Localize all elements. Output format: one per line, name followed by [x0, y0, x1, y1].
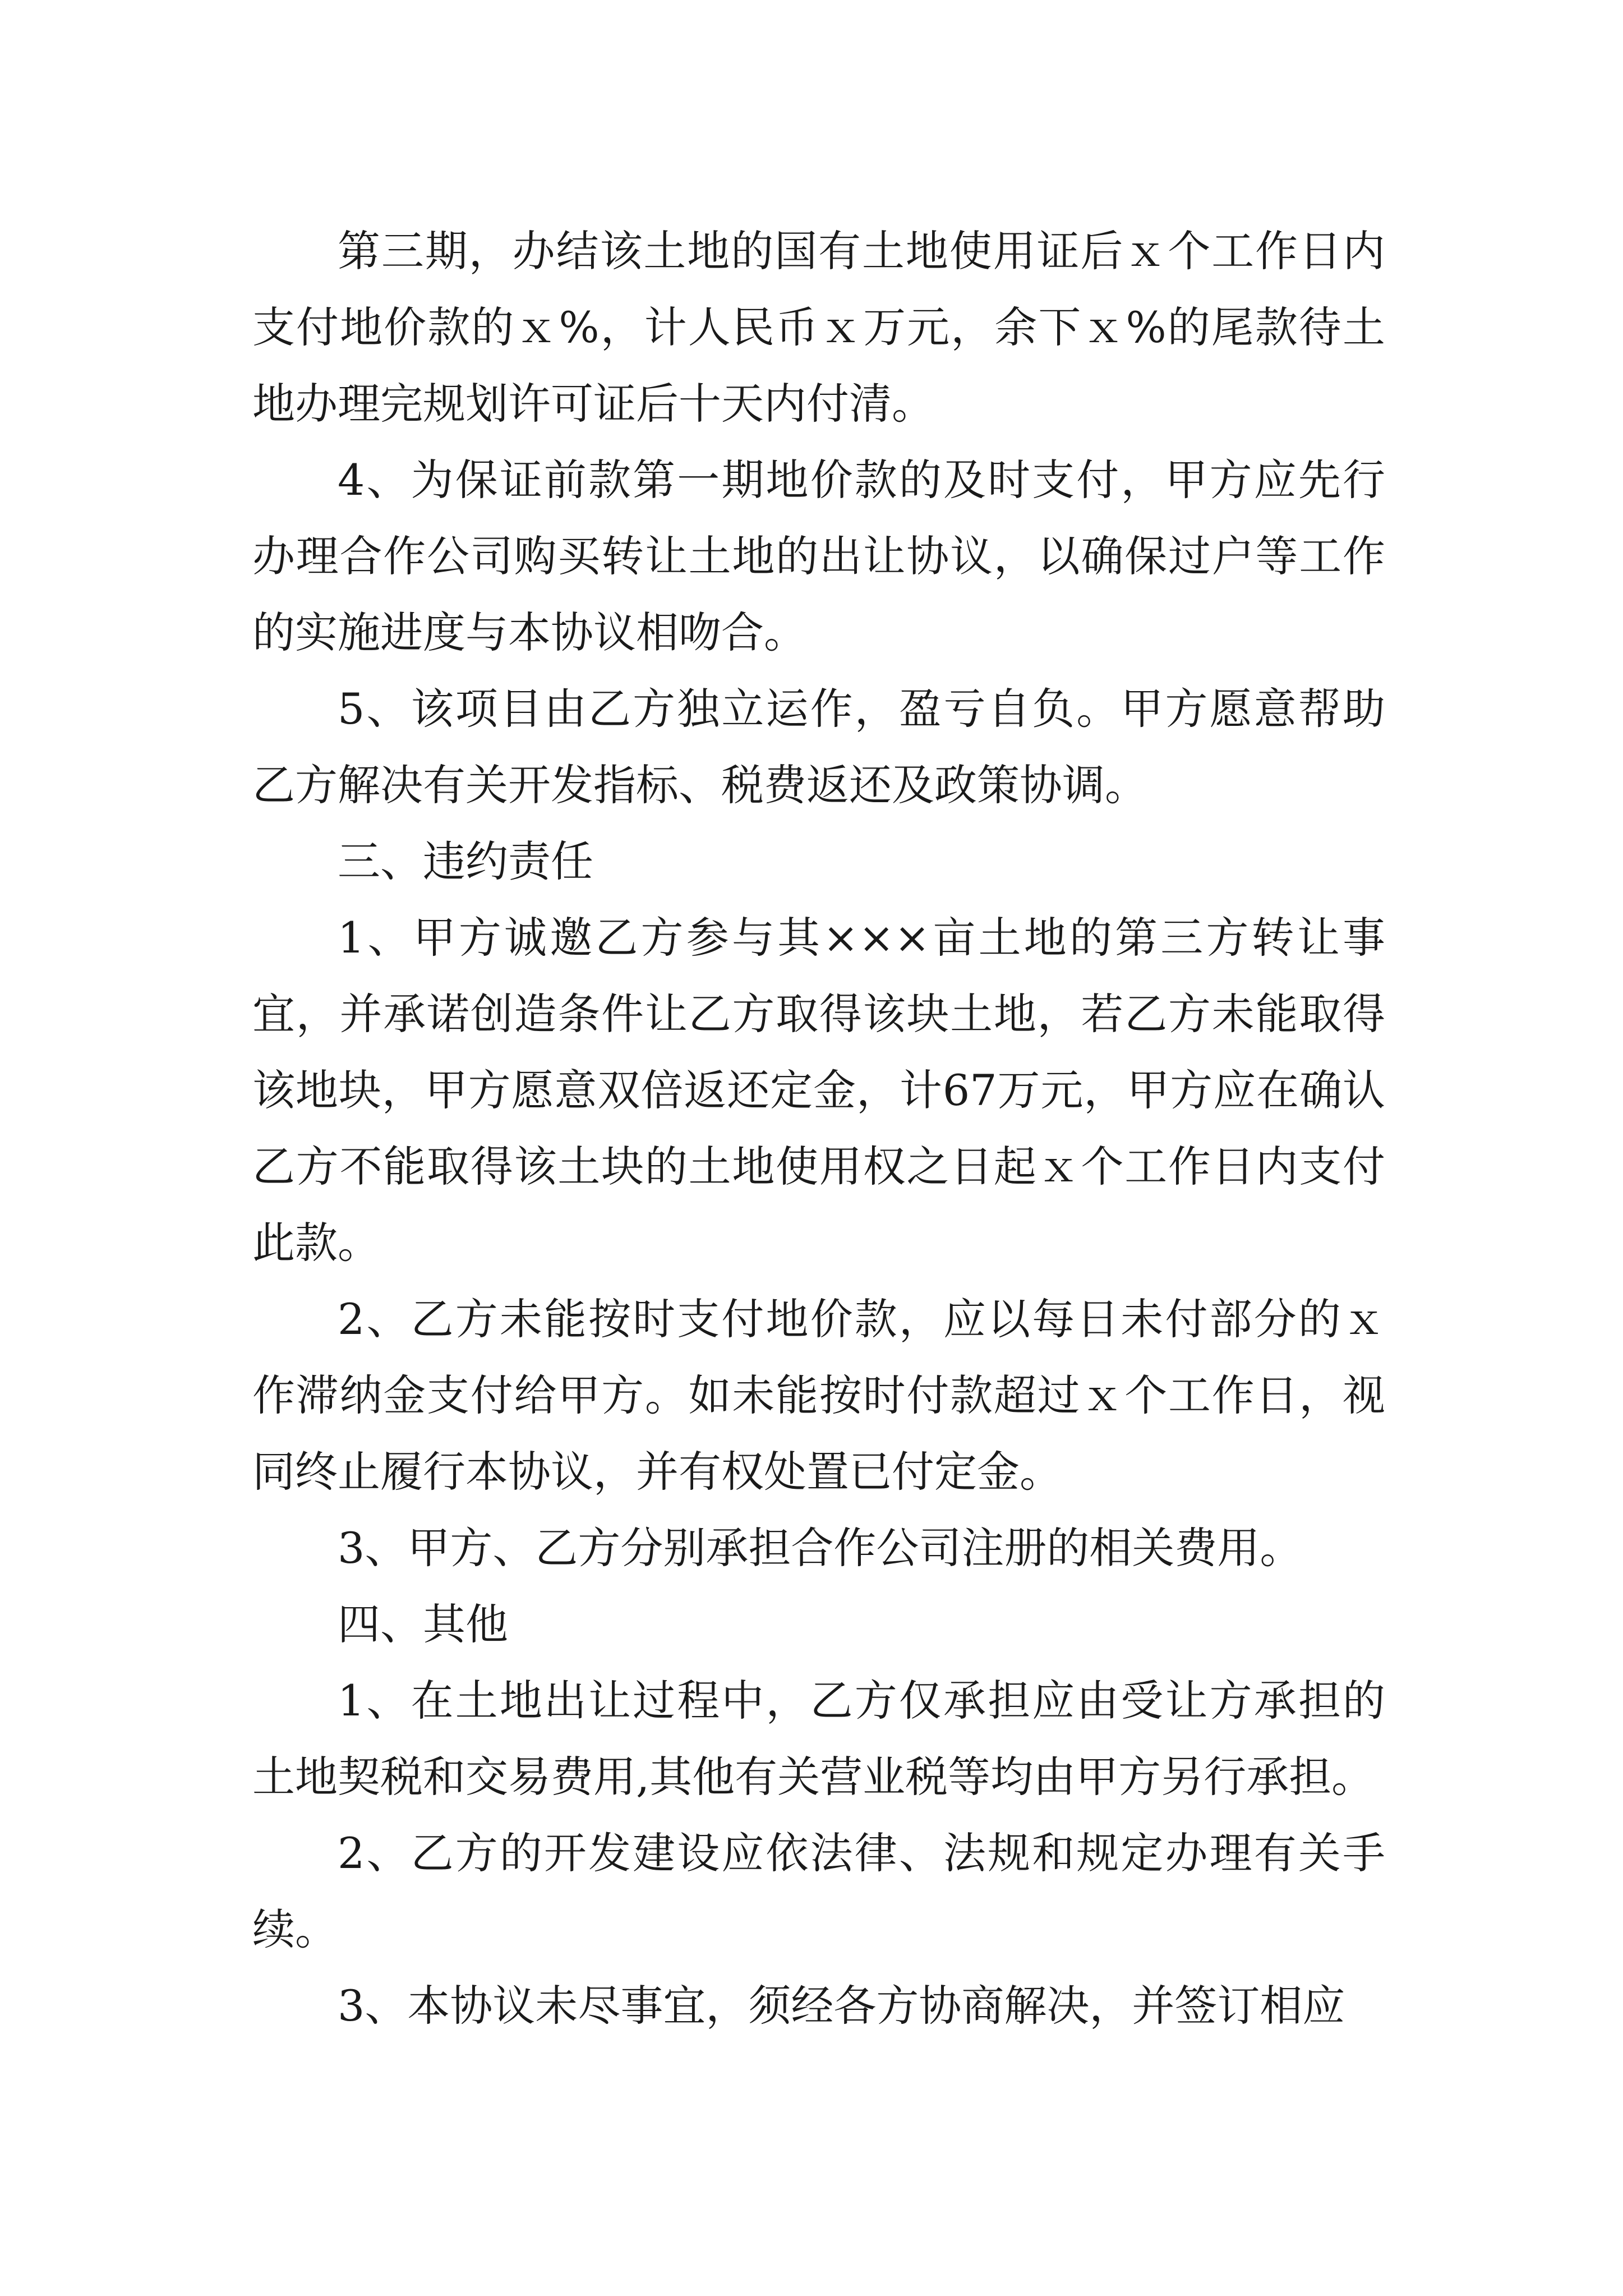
section-heading-other: 四、其他 — [338, 1599, 508, 1649]
paragraph-clause-5: 5、该项目由乙方独立运作，盈亏自负。甲方愿意帮助乙方解决有关开发指标、税费返还及政策协调。 — [252, 684, 1385, 810]
paragraph-breach-clause-2: 2、乙方未能按时支付地价款，应以每日未付部分的ｘ作滞纳金支付给甲方。如未能按时付款超过ｘ个工作日，视同终止履行本协议，并有权处置已付定金。 — [252, 1294, 1385, 1497]
paragraph-breach-clause-3: 3、甲方、乙方分别承担合作公司注册的相关费用。 — [338, 1523, 1303, 1573]
paragraph-phase-three-payment: 第三期，办结该土地的国有土地使用证后ｘ个工作日内支付地价款的ｘ%，计人民币ｘ万元，余下ｘ%的尾款待土地办理完规划许可证后十天内付清。 — [252, 226, 1385, 429]
paragraph-clause-4: 4、为保证前款第一期地价款的及时支付，甲方应先行办理合作公司购买转让土地的出让协议，以确保过户等工作的实施进度与本协议相吻合。 — [252, 455, 1385, 657]
paragraph-breach-clause-1: 1、甲方诚邀乙方参与其×××亩土地的第三方转让事宜，并承诺创造条件让乙方取得该块土地，若乙方未能取得该地块，甲方愿意双倍返还定金，计67万元，甲方应在确认乙方不能取得该土块的土地使用权之日起ｘ个工作日内支付此款。 — [252, 913, 1385, 1268]
paragraph-other-clause-3: 3、本协议未尽事宜，须经各方协商解决，并签订相应 — [338, 1981, 1345, 2031]
paragraph-other-clause-2: 2、乙方的开发建设应依法律、法规和规定办理有关手续。 — [252, 1828, 1385, 1954]
paragraph-other-clause-1: 1、在土地出让过程中，乙方仅承担应由受让方承担的土地契税和交易费用,其他有关营业税等均由甲方另行承担。 — [252, 1676, 1385, 1802]
document-body — [252, 213, 1385, 2044]
section-heading-breach-liability: 三、违约责任 — [338, 836, 593, 886]
